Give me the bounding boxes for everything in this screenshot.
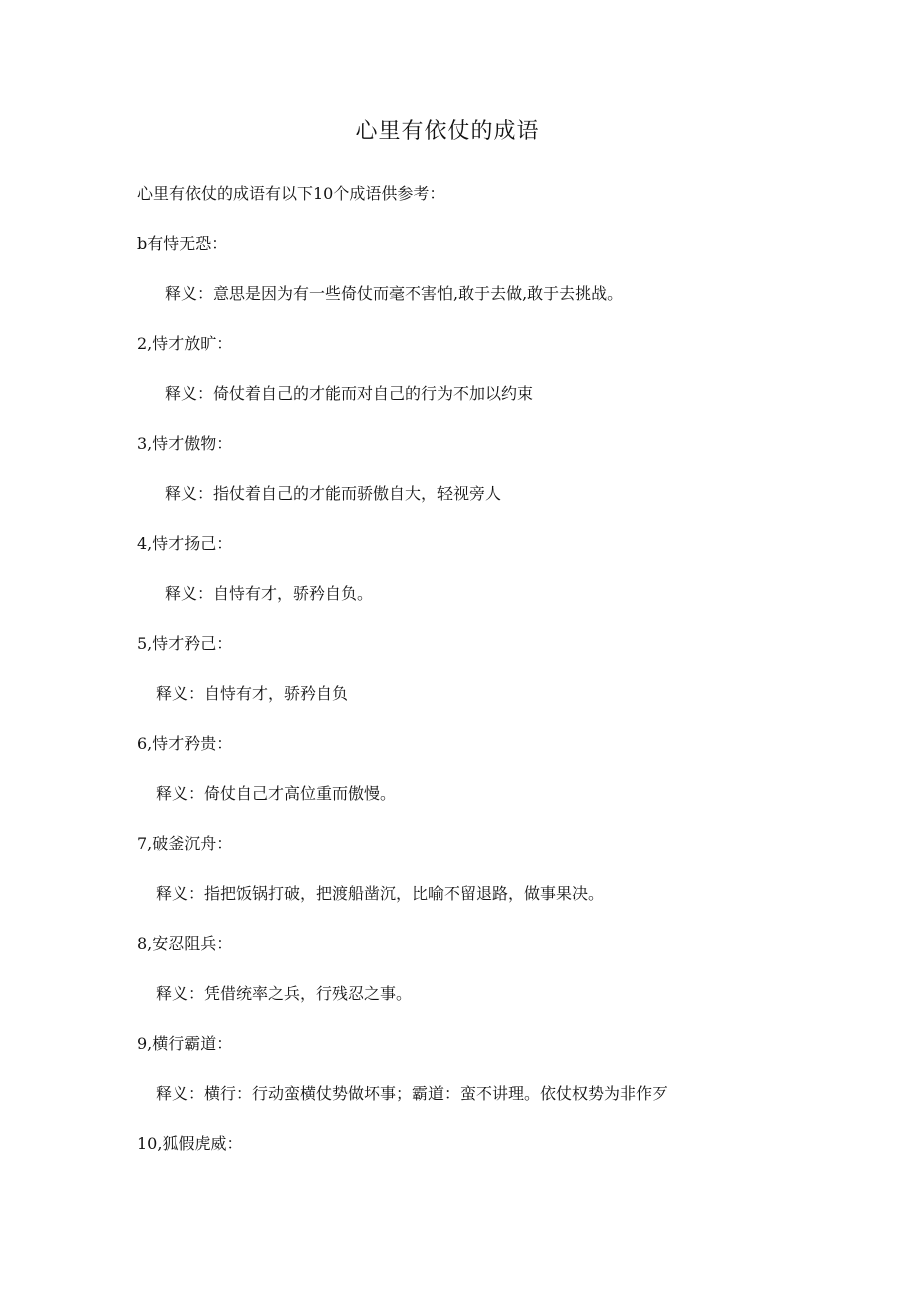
idiom-heading-9: 9,横行霸道：: [137, 1034, 233, 1053]
idiom-heading-3: 3,恃才傲物：: [137, 434, 233, 453]
idiom-explanation-6: 释义：倚仗自己才高位重而傲慢。: [156, 784, 397, 803]
idiom-heading-7: 7,破釜沉舟：: [137, 834, 233, 853]
idiom-heading-10: 10,狐假虎威：: [137, 1134, 243, 1153]
idiom-heading-2: 2,恃才放旷：: [137, 334, 233, 353]
idiom-explanation-4: 释义：自恃有才，骄矜自负。: [165, 584, 374, 603]
idiom-heading-5: 5,恃才矜己：: [137, 634, 233, 653]
idiom-heading-4: 4,恃才扬己：: [137, 534, 233, 553]
idiom-explanation-5: 释义：自恃有才，骄矜自负: [156, 684, 349, 703]
idiom-explanation-1: 释义：意思是因为有一些倚仗而毫不害怕,敢于去做,敢于去挑战。: [165, 284, 624, 303]
idiom-heading-1: b有恃无恐：: [137, 234, 228, 253]
idiom-explanation-2: 释义：倚仗着自己的才能而对自己的行为不加以约束: [165, 384, 534, 403]
idiom-explanation-7: 释义：指把饭锅打破，把渡船凿沉，比喻不留退路，做事果决。: [156, 884, 605, 903]
idiom-explanation-8: 释义：凭借统率之兵，行残忍之事。: [156, 984, 413, 1003]
idiom-heading-8: 8,安忍阻兵：: [137, 934, 233, 953]
idiom-heading-6: 6,恃才矜贵：: [137, 734, 233, 753]
idiom-explanation-3: 释义：指仗着自己的才能而骄傲自大，轻视旁人: [165, 484, 502, 503]
intro-paragraph: 心里有依仗的成语有以下10个成语供参考：: [137, 184, 446, 203]
page-title: 心里有依仗的成语: [355, 119, 540, 144]
idiom-explanation-9: 释义：横行：行动蛮横仗势做坏事；霸道：蛮不讲理。依仗权势为非作歹: [156, 1084, 669, 1103]
